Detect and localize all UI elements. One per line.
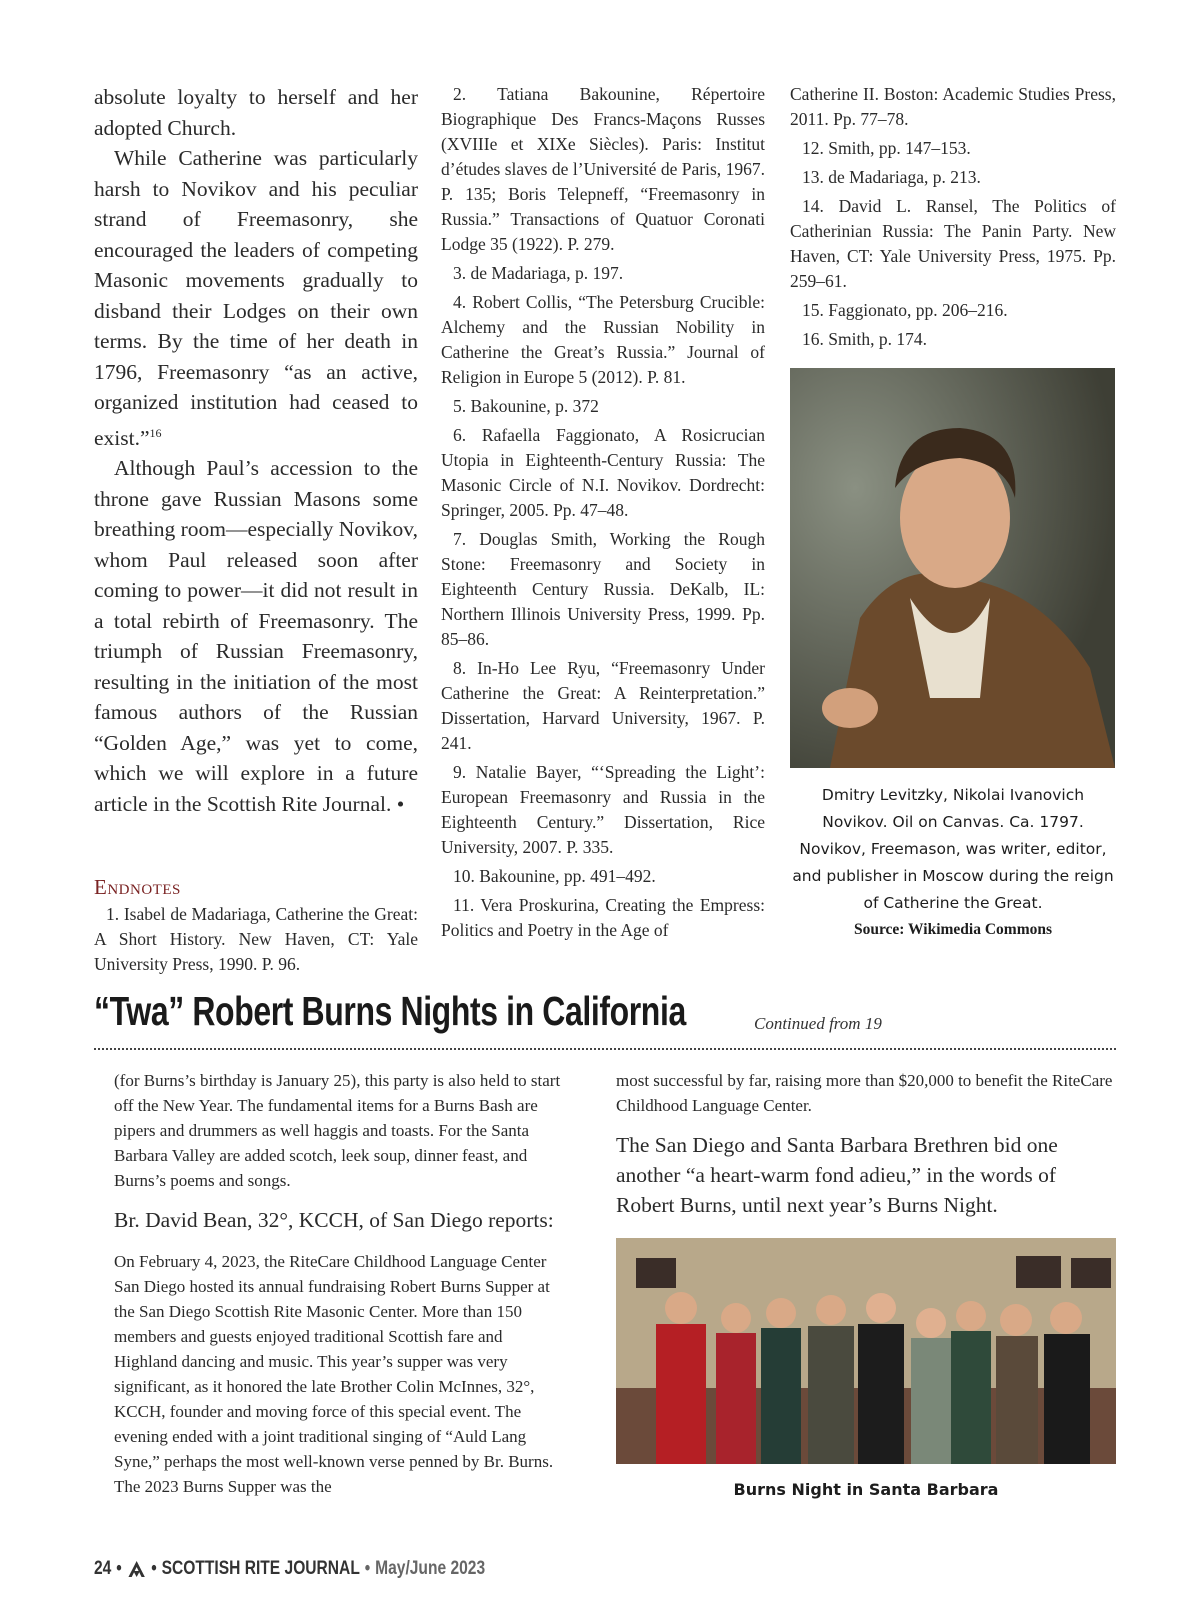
article-paragraph-5: The San Diego and Santa Barbara Brethren bid one another “a heart-warm fond adieu,” in the words of Robert Burns, until next year’s Burns Night.	[616, 1133, 1058, 1217]
endnote-11: 11. Vera Proskurina, Creating the Empress: Politics and Poetry in the Age of	[441, 895, 765, 940]
article-paragraph-2: Br. David Bean, 32°, KCCH, of San Diego reports:	[114, 1208, 554, 1232]
column-2	[441, 82, 765, 947]
body-paragraph-3: Although Paul’s accession to the throne gave Russian Masons some breathing room—especially Novikov, whom Paul released soon after coming to power—it did not result in a total rebirth of Freemasonry. The triumph of Russian Freemasonry, resulting in the initiation of the most famous authors of the Russian “Golden Age,” was yet to come, which we will explore in a future article in the Scottish Rite Journal. •	[94, 456, 419, 816]
portrait-illustration	[790, 368, 1115, 768]
endnote-16: 16. Smith, p. 174.	[802, 329, 927, 349]
footer-bullet: •	[364, 1558, 371, 1579]
continued-from: Continued from 19	[754, 1014, 882, 1033]
endnote-10: 10. Bakounine, pp. 491–492.	[453, 866, 656, 886]
article-right-column	[616, 1068, 1116, 1499]
article-paragraph-1: (for Burns’s birthday is January 25), this party is also held to start off the New Year. The fundamental items for a Burns Bash are pipers and drummers as well haggis and toasts. For the Santa Barbara Valley are added scotch, leek soup, dinner feast, and Burns’s poems and songs.	[114, 1071, 561, 1190]
novikov-portrait-image	[790, 368, 1115, 768]
page-footer	[94, 1558, 485, 1580]
endnotes-heading: Endnotes	[94, 875, 181, 900]
column-3	[790, 82, 1116, 939]
article-headline-bar	[94, 988, 1116, 1050]
endnote-15: 15. Faggionato, pp. 206–216.	[802, 300, 1008, 320]
portrait-caption: Dmitry Levitzky, Nikolai Ivanovich Novikov. Oil on Canvas. Ca. 1797. Novikov, Freemason, was writer, editor, and publisher in Moscow during the reign of Catherine the Great.	[792, 786, 1114, 912]
endnote-8: 8. In-Ho Lee Ryu, “Freemasonry Under Catherine the Great: A Reinterpretation.” Dissertation, Harvard University, 1967. P. 241.	[441, 658, 765, 753]
endnote-12: 12. Smith, pp. 147–153.	[802, 138, 971, 158]
endnote-4: 4. Robert Collis, “The Petersburg Crucible: Alchemy and the Russian Nobility in Catherine the Great’s Russia.” Journal of Religion in Europe 5 (2012). P. 81.	[441, 292, 765, 387]
publication-name: SCOTTISH RITE JOURNAL	[161, 1558, 360, 1579]
article-left-column	[114, 1068, 570, 1509]
issue-date: May/June 2023	[375, 1558, 486, 1579]
footer-bullet: •	[151, 1558, 157, 1579]
body-paragraph-1: absolute loyalty to herself and her adopted Church.	[94, 85, 418, 140]
article-paragraph-3: On February 4, 2023, the RiteCare Childhood Language Center San Diego hosted its annual fundraising Robert Burns Supper at the San Diego Scottish Rite Masonic Center. More than 150 members and guests enjoyed traditional Scottish fare and Highland dancing and music. This year’s supper was very significant, as it honored the late Brother Colin McInnes, 32°, KCCH, founder and moving force of this special event. The evening ended with a joint traditional singing of “Auld Lang Syne,” perhaps the most well-known verse penned by Br. Burns. The 2023 Burns Supper was the	[114, 1252, 554, 1496]
footnote-ref-16: 16	[149, 425, 162, 440]
article-title: “Twa” Robert Burns Nights in California	[94, 988, 686, 1034]
burns-photo-caption: Burns Night in Santa Barbara	[733, 1480, 999, 1499]
endnote-11-continued: Catherine II. Boston: Academic Studies Press, 2011. Pp. 77–78.	[790, 84, 1116, 129]
endnote-5: 5. Bakounine, p. 372	[453, 396, 599, 416]
double-eagle-icon	[127, 1559, 147, 1579]
endnote-13: 13. de Madariaga, p. 213.	[802, 167, 981, 187]
endnote-9: 9. Natalie Bayer, “‘Spreading the Light’: European Freemasonry and Russia in the Eighteenth Century.” Dissertation, Rice University, 2007. P. 335.	[441, 762, 765, 857]
endnote-1: 1. Isabel de Madariaga, Catherine the Great: A Short History. New Haven, CT: Yale University Press, 1990. P. 96.	[94, 904, 418, 975]
column-1	[94, 82, 418, 981]
body-paragraph-2: While Catherine was particularly harsh to Novikov and his peculiar strand of Freemasonry, she encouraged the leaders of competing Masonic movements gradually to disband their Lodges on their own terms. By the time of her death in 1796, Freemasonry “as an active, organized institution had ceased to exist.”$^{16}$	[94, 146, 418, 450]
article-paragraph-4: most successful by far, raising more than $20,000 to benefit the RiteCare Childhood Language Center.	[616, 1071, 1113, 1115]
endnote-7: 7. Douglas Smith, Working the Rough Stone: Freemasonry and Society in Eighteenth Century Russia. DeKalb, IL: Northern Illinois University Press, 1999. Pp. 85–86.	[441, 529, 765, 649]
endnote-6: 6. Rafaella Faggionato, A Rosicrucian Utopia in Eighteenth-Century Russia: The Masonic Circle of N.I. Novikov. Dordrecht: Springer, 2005. Pp. 47–48.	[441, 425, 765, 520]
endnote-2: 2. Tatiana Bakounine, Répertoire Biographique Des Francs-Maçons Russes (XVIIIe et XIXe Siècles). Paris: Institut d’études slaves de l’Université de Paris, 1967. P. 135; Boris Telepneff, “Freemasonry in Russia.” Transactions of Quatuor Coronati Lodge 35 (1922). P. 279.	[441, 84, 765, 254]
endnote-14: 14. David L. Ransel, The Politics of Catherinian Russia: The Panin Party. New Haven, CT: Yale University Press, 1975. Pp. 259–61.	[790, 196, 1116, 291]
portrait-source: Source: Wikimedia Commons	[853, 921, 1053, 938]
endnote-3: 3. de Madariaga, p. 197.	[453, 263, 624, 283]
footer-bullet: •	[116, 1558, 122, 1579]
group-photo-illustration	[616, 1238, 1116, 1464]
burns-night-photo	[616, 1238, 1116, 1464]
page-number: 24	[94, 1558, 112, 1579]
